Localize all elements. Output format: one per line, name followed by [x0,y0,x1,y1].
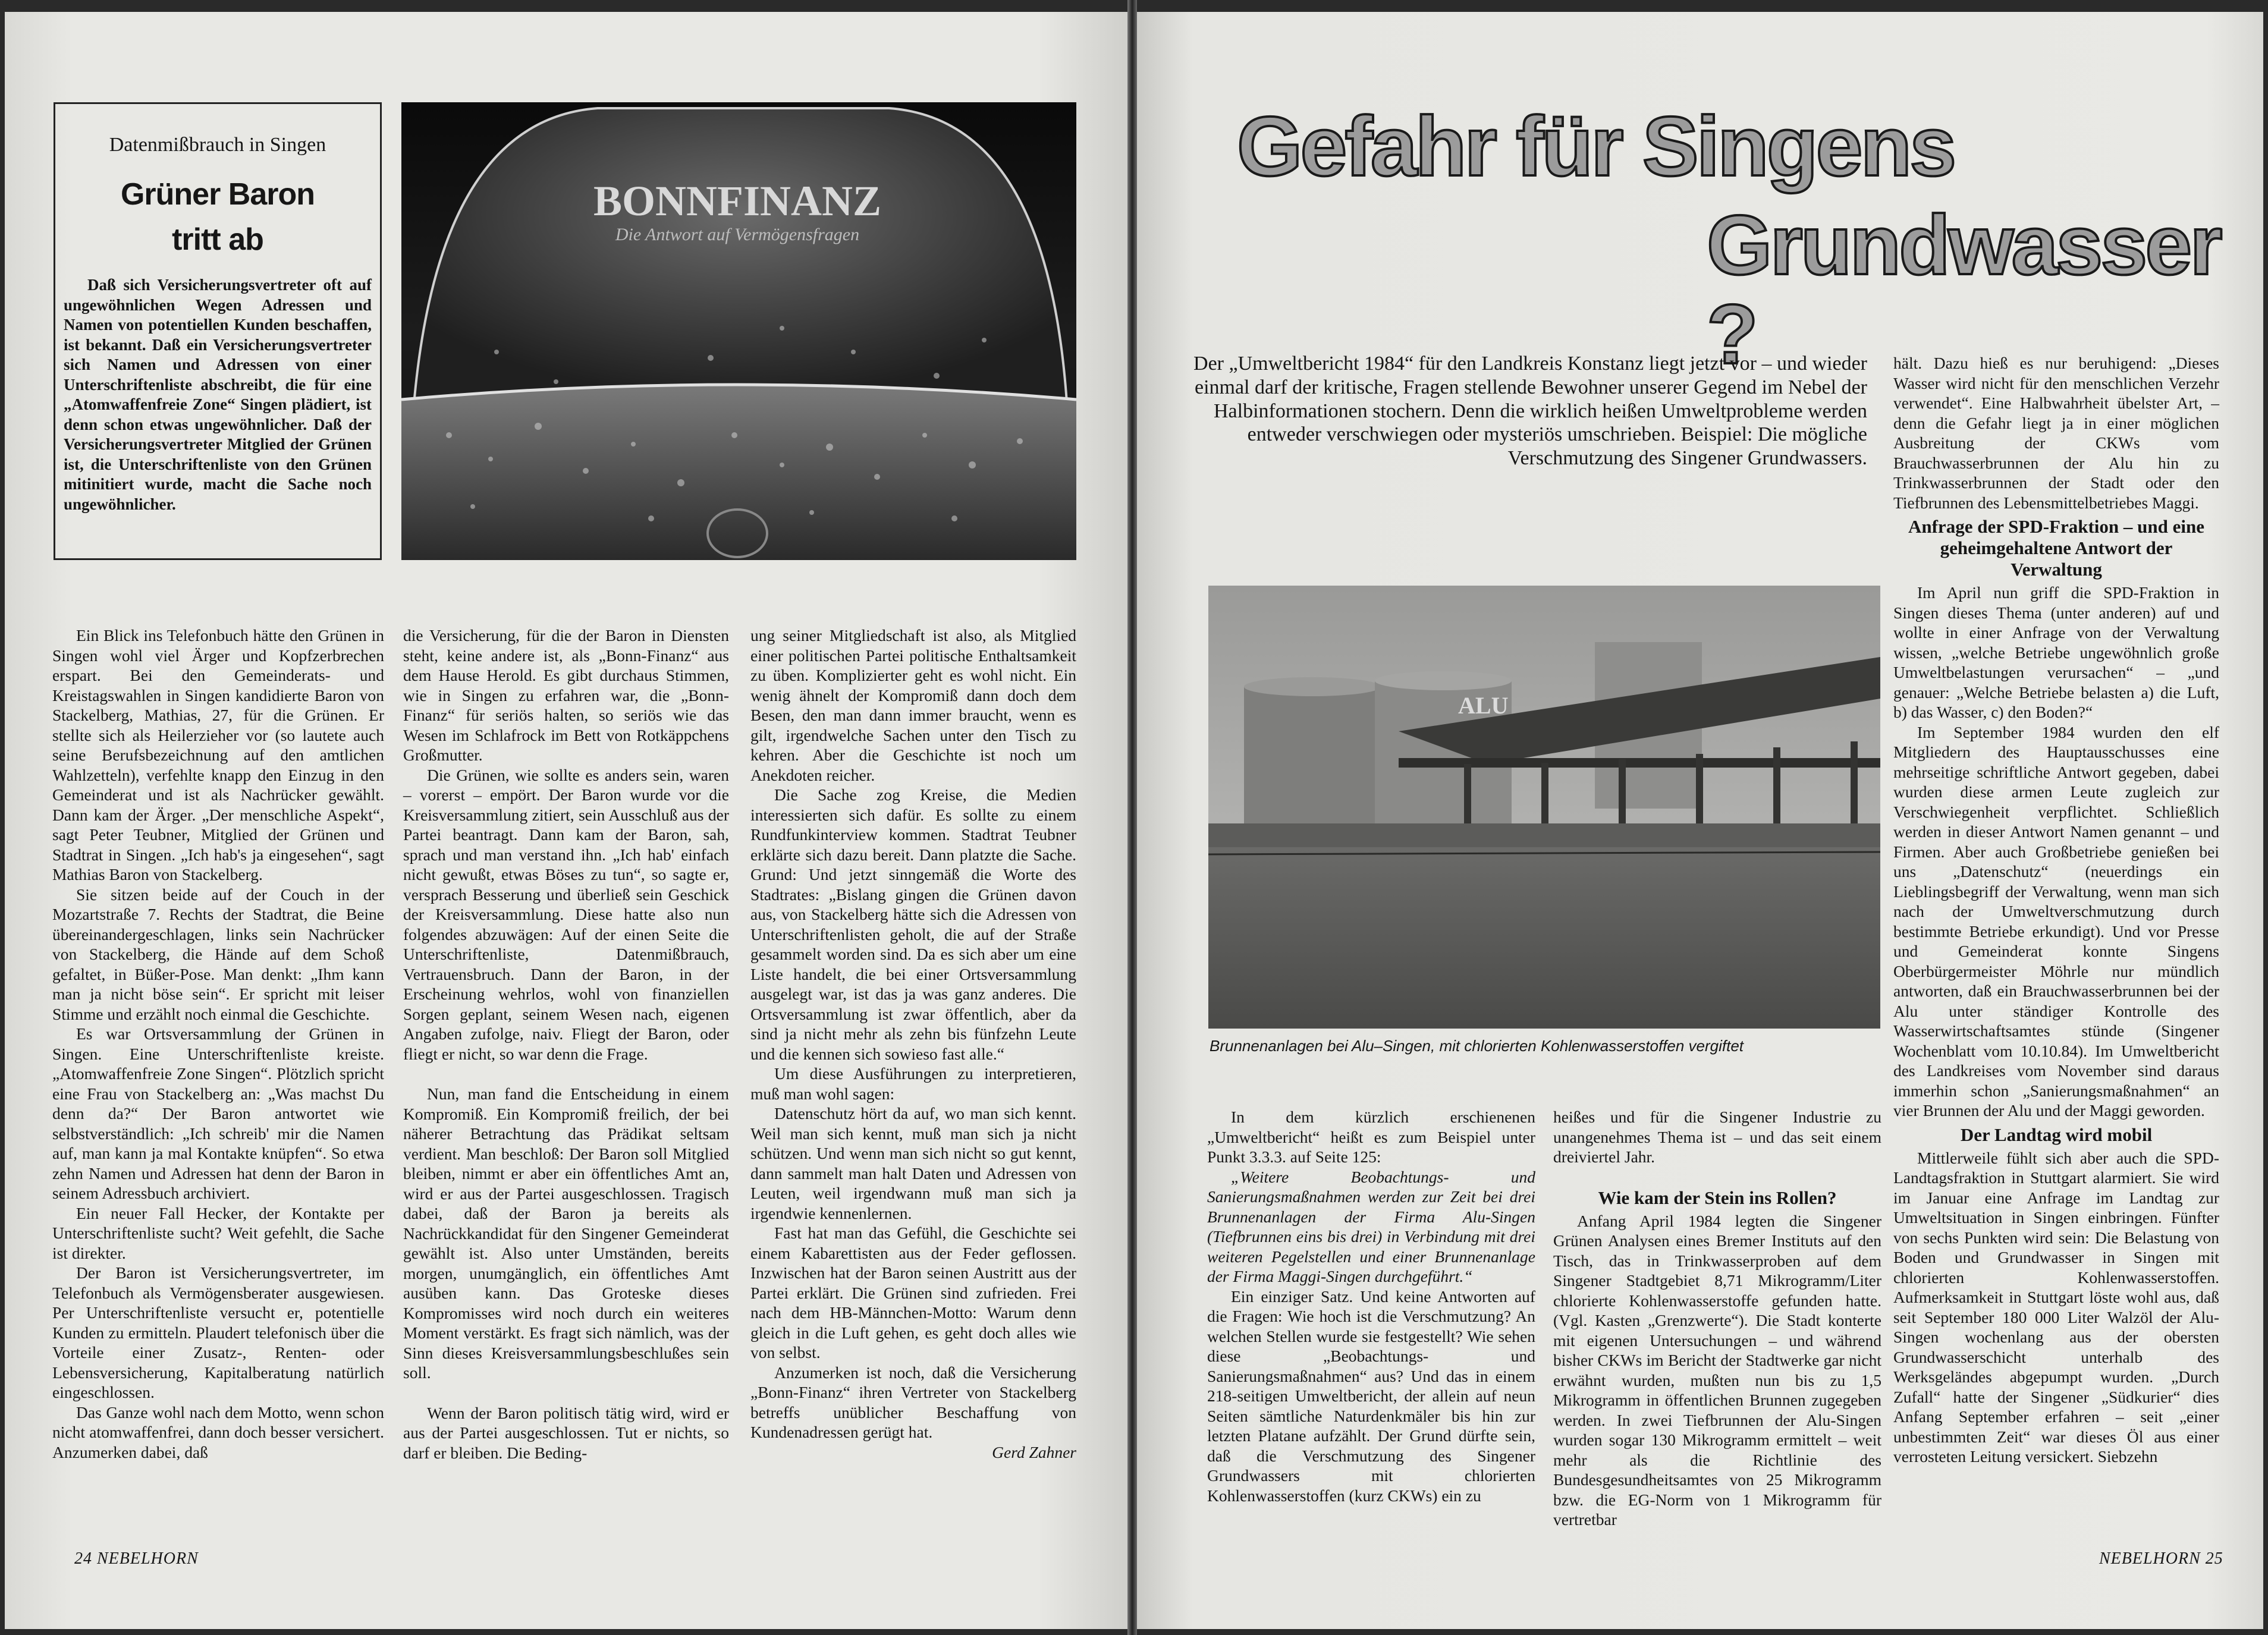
quote-paragraph: „Weitere Beobachtungs- und Sanierungsmaßnahmen werden zur Zeit bei drei Brunnenanlagen der Firma Alu-Singen (Tiefbrunnen eins bis drei) in Verbindung mit drei weiteren Pegelstellen und einer Brunnenanlage der Firma Maggi-Singen durchgeführt.“ [1207,1167,1535,1285]
bonnfinanz-sign: BONNFINANZ [593,177,882,225]
left-column-2 [403,625,729,1463]
paragraph: hält. Dazu hieß es nur beruhigend: „Dieses Wasser wird nicht für den menschlichen Verzehr verwendet“. Eine Halbwahrheit übelster Art, – denn die Gefahr liegt ja in einer möglichen Ausbreitung der CKWs vom Brauchwasserbrunnen der Alu hin zu Trinkwasserbrunnen der Stadt oder den Tiefbrunnen des Lebensmittelbetriebes Maggi. [1893,354,2219,512]
author-signature: Gerd Zahner [992,1442,1076,1461]
paragraph: Fast hat man das Gefühl, die Geschichte sei einem Kabarettisten aus der Feder geflossen. Inzwischen hat der Baron seinen Austritt aus der Partei erklärt. Die Grünen sind zufrieden. Frei nach dem HB-Männchen-Motto: Warum denn gleich in die Luft gehen, es geht doch alles wie von selbst. [750,1224,1076,1362]
paragraph: Wenn der Baron politisch tätig wird, wird er aus der Partei ausgeschlossen. Tut er nichts, so darf er bleiben. Die Beding- [403,1403,729,1462]
headline-line2: Grundwasser ? [1707,198,2220,382]
paragraph: In dem kürzlich erschienenen „Umweltbericht“ heißt es zum Beispiel unter Punkt 3.3.3. auf Seite 125: [1207,1108,1535,1166]
paragraph: Die Grünen, wie sollte es anders sein, waren – vorerst – empört. Der Baron wurde vor die Kreisversammlung zitiert, sein Ausschluß aus der Partei beantragt. Dann kam der Baron, sah, sprach und man verstand ihn. „Ich hab' einfach nicht gewußt, etwas Böses zu tun“, so sagte er, versprach Besserung und überließ sein Geschick der Kreisversammlung. Diese hatte also nun folgendes abzuwägen: Auf der einen Seite die Unterschriftenliste, Datenmißbrauch, Vertrauensbruch. Dann der Baron, in der Erscheinung wehrlos, wohl von finanziellen Sorgen geplant, seinem Wesen nach, eigenen Angaben zufolge, naiv. Fliegt der Baron, oder fliegt er nicht, so war denn die Frage. [403,765,729,1063]
box-body: Daß sich Versicherungsvertreter oft auf ungewöhnlichen Wegen Adressen und Namen von potentiellen Kunden beschaffen, ist bekannt. Daß ein Versicherungsvertreter sich Namen und Adressen von einer Unterschriftenliste abschreibt, die für eine „Atomwaffenfreie Zone“ Singen plädiert, ist denn schon etwas ungewöhnlicher. Daß der Versicherungsvertreter Mitglied der Grünen ist, die Unterschriftenliste von den Grünen mitinitiert wurde, macht die Sache noch ungewöhnlicher. [64,276,372,513]
paragraph: Im September 1984 wurden den elf Mitgliedern des Hauptausschusses eine mehrseitige schriftliche Antwort gegeben, dabei wurden diese armen Leute zugleich zur Verschwiegenheit verpflichtet. Schließlich werden in dieser Antwort Namen genannt – und Firmen. Aber auch Großbetriebe genießen bei uns „Datenschutz“ (neuerdings ein Lieblingsbegriff der Verwaltung, wenn man sich nach der Umweltverschmutzung durch bestimmte Betriebe erkundigt). Und vor Presse und Gemeinderat konnte Singens Oberbürgermeister Möhrle nur mündlich antworten, daß ein Brauchwasserbrunnen bei der Alu unter ständiger Kontrolle des Wasserwirtschaftsamtes stünde (Singener Wochenblatt vom 10.10.84). Im Umweltbericht des Landkreises vom November sind daraus immerhin schon „Sanierungsmaßnahmen“ an vier Brunnen der Alu und der Maggi geworden. [1893,722,2219,1120]
page-number-right: NEBELHORN 25 [2099,1549,2223,1568]
section-heading: Anfrage der SPD-Fraktion – und eine geheimgehaltene Antwort der Verwaltung [1908,516,2204,580]
right-column-1 [1207,1107,1535,1505]
article-intro: Der „Umweltbericht 1984“ für den Landkreis Konstanz liegt jetzt vor – und wieder einmal darf der kritische, Fragen stellende Bewohner unserer Gegend im Nebel der Halbinformationen stochern. Denn die wirklich heißen Umweltprobleme werden entweder verschwiegen oder mysteriös umschrieben. Beispiel: Die mögliche Verschmutzung des Singener Grundwassers. [1193,353,1867,470]
paragraph: Ein Blick ins Telefonbuch hätte den Grünen in Singen wohl viel Ärger und Kopfzerbrechen erspart. Bei den Gemeinderats- und Kreistagswahlen in Singen kandidierte Baron von Stackelberg, Mathias, 27, für die Grünen. Er stellte sich als Heilerzieher vor (so lautete auch seine Berufsbezeichnung auf den amtlichen Wahlzetteln), verfehlte knapp den Einzug in den Gemeinderat und ist als Nachrücker gewählt. Dann kam der Ärger. „Der menschliche Aspekt“, sagt Peter Teubner, Mitglied der Grünen und Stadtrat in Singen. „Ich hab's ja eingesehen“, sagt Mathias Baron von Stackelberg. [52,626,384,883]
paragraph: Ein neuer Fall Hecker, der Kontakte per Unterschriftenliste sucht? Weit gefehlt, die Sache ist direkter. [52,1203,384,1262]
paragraph: Der Baron ist Versicherungsvertreter, im Telefonbuch als Vermögensberater ausgewiesen. Per Unterschriftenliste versucht er, potentielle Kunden zu ermitteln. Plaudert telefonisch über die Vorteile einer Zusatz-, Renten- oder Lebensversicherung, Kapitalberatung natürlich eingeschlossen. [52,1263,384,1401]
paragraph: heißes und für die Singener Industrie zu unangenehmes Thema ist – und das seit einem dreiviertel Jahr. [1553,1108,1881,1166]
book-gutter [1127,0,1137,1635]
headline-line1: Gefahr für Singens [1237,99,1955,194]
alu-sign: ALU [1458,692,1509,719]
section-heading: Der Landtag wird mobil [1960,1124,2153,1145]
paragraph: Anzumerken ist noch, daß die Versicherung „Bonn-Finanz“ ihren Vertreter von Stackelberg betreffs unüblicher Beschaffung von Kundenadressen gerügt hat. [750,1363,1076,1441]
paragraph: Anfang April 1984 legten die Singener Grünen Analysen eines Bremer Instituts auf den Tisch, das in Trinkwasserproben auf dem Singener Stadtgebiet 8,71 Mikrogramm/Liter chlorierte Kohlenwasserstoffe gefunden hatte. (Vgl. Kasten „Grenzwerte“). Die Stadt konterte mit eigenen Untersuchungen – und während bisher CKWs im Bericht der Stadtwerke gar nicht erwähnt wurden, mußten nun bis zu 1,5 Mikrogramm in öffentlichen Brunnen zugegeben werden. In zwei Tiefbrunnen der Alu-Singen wurden sogar 130 Mikrogramm ermittelt – weit mehr als die Richtlinie des Bundesgesundheitsamtes von 25 Mikrogramm bzw. die EG-Norm von 1 Mikrogramm für vertretbar [1553,1211,1881,1529]
left-column-1 [52,625,384,1462]
paragraph: Ein einziger Satz. Und keine Antworten auf die Fragen: Wie hoch ist die Verschmutzung? An welchen Stellen wurde sie festgestellt? Wie sehen diese „Beobachtungs- und Sanierungsmaßnahmen“ aus? Und das in einem 218-seitigen Umweltbericht, der allein auf neun Seiten sämtliche Naturdenkmäler bis hin zur letzten Platane aufzählt. Der Grund dürfte sein, daß die Verschmutzung des Singener Grundwassers mit chlorierten Kohlenwasserstoffen (kurz CKWs) ein zu [1207,1287,1535,1505]
box-headline-line1: Grüner Baron [120,177,315,212]
sidebar-box [54,102,382,560]
page-number-left: 24 NEBELHORN [74,1549,199,1568]
paragraph: die Versicherung, für die der Baron in Diensten steht, keine andere ist, als „Bonn-Finanz“ aus dem Hause Herold. Es gibt durchaus Stimmen, wie in Singen zu erfahren war, die „Bonn-Finanz“ für seriös halten, so seriös wie das Wesen im Schlafrock im Bett von Rotkäppchens Großmutter. [403,626,729,764]
box-kicker: Datenmißbrauch in Singen [109,134,326,156]
right-column-2 [1553,1107,1881,1530]
section-heading: Wie kam der Stein ins Rollen? [1598,1187,1837,1208]
bonnfinanz-slogan: Die Antwort auf Vermögensfragen [615,225,860,244]
photo-caption: Brunnenanlagen bei Alu–Singen, mit chlorierten Kohlenwasserstoffen vergiftet [1210,1037,1744,1055]
paragraph: Im April nun griff die SPD-Fraktion in Singen dieses Thema (unter anderen) auf und wollte in einer Anfrage von der Verwaltung wissen, „welche Betriebe ungewöhnlich große Umweltbelastungen verursachen“ – „und genauer: „Welche Betriebe belasten a) die Luft, b) das Wasser, c) den Boden?“ [1893,583,2219,721]
paragraph: Sie sitzen beide auf der Couch in der Mozartstraße 7. Rechts der Stadtrat, die Beine übereinandergeschlagen, links sein Nachrücker von Stackelberg, die Hände auf dem Schoß gefaltet, in Büßer-Pose. Man denkt: „Ihm kann man ja nicht böse sein“. Er spricht mit leiser Stimme und erzählt noch einmal die Geschichte. [52,885,384,1023]
paragraph: Datenschutz hört da auf, wo man sich kennt. Weil man sich kennt, muß man sich ja nicht schützen. Und wenn man sich nicht so gut kennt, dann sammelt man halt Daten und Adressen von Leuten, weil irgendwann muß man sich ja irgendwie kennenlernen. [750,1104,1076,1222]
right-column-3 [1893,353,2219,1467]
left-column-3 [750,625,1076,1462]
box-headline-line2: tritt ab [172,222,263,257]
paragraph: Die Sache zog Kreise, die Medien interessierten sich dafür. Es sollte zu einem Rundfunkinterview kommen. Stadtrat Teubner erklärte sich dazu bereit. Dann platzte die Sache. Grund: Und jetzt sinngemäß die Worte des Stadtrates: „Bislang gingen die Grünen davon aus, von Stackelberg hätte sich die Adressen von Unterschriftenlisten geholt, die auf der Straße gesammelt worden sind. Da es sich aber um eine Liste handelt, die bei einer Ortsversammlung ausgelegt war, ist das ja was ganz anderes. Die Ortsversammlung ist zwar öffentlich, aber da sind ja nicht mehr als zehn bis fünfzehn Leute und die kennen sich sowieso fast alle.“ [750,785,1076,1063]
industrial-site-photo [1208,586,1880,1029]
paragraph: Mittlerweile fühlt sich aber auch die SPD-Landtagsfraktion in Stuttgart alarmiert. Sie wird im Januar eine Anfrage im Landtag zur Umweltsituation in Singen einbringen. Fünfter von sechs Punkten wird sein: Die Belastung von Boden und Grundwasser in Singen mit chlorierten Kohlenwasserstoffen. Aufmerksamkeit in Stuttgart löste wohl aus, daß seit September 180 000 Liter Walzöl der Alu-Singen wochenlang aus der obersten Grundwasserschicht unterhalb des Werksgeländes abgepumpt wurden. „Durch Zufall“ hatte der Singener „Südkurier“ dies Anfang September erfahren – seit „einer unbestimmten Zeit“ war dieses Öl aus einer verrosteten Leitung versickert. Siebzehn [1893,1148,2219,1466]
paragraph: ung seiner Mitgliedschaft ist also, als Mitglied einer politischen Partei politische Enthaltsamkeit zu üben. Komplizierter geht es wohl nicht. Ein wenig ähnelt der Kompromiß dann doch dem Besen, den man dann immer braucht, wenn es gilt, irgendwelche Sachen unter den Tisch zu kehren. Aber die Geschichte ist noch um Anekdoten reicher. [750,626,1076,784]
paragraph: Um diese Ausführungen zu interpretieren, muß man wohl sagen: [750,1064,1076,1103]
paragraph: Das Ganze wohl nach dem Motto, wenn schon nicht atomwaffenfrei, dann doch besser versichert. Anzumerken dabei, daß [52,1403,384,1461]
paragraph: Nun, man fand die Entscheidung in einem Kompromiß. Ein Kompromiß freilich, der bei näherer Betrachtung das Prädikat seltsam verdient. Man beschloß: Der Baron soll Mitglied bleiben, nimmt er aber ein öffentliches Amt an, wird er aus der Partei ausgeschlossen. Tragisch dabei, daß der Baron ja bereits als Nachrückkandidat für den Singener Gemeinderat gewählt ist. Also unter Umständen, bereits morgen, unumgänglich, ein öffentliches Amt ausüben kann. Das Groteske dieses Kompromisses wird noch durch ein weiteres Moment verstärkt. Es fragt sich nämlich, was der Sinn dieses Kreisversammlungsbeschlußes sein soll. [403,1084,729,1382]
car-window-photo [401,102,1076,560]
paragraph: Es war Ortsversammlung der Grünen in Singen. Eine Unterschriftenliste kreiste. „Atomwaffenfreie Zone Singen“. Plötzlich spricht eine Frau von Stackelberg an: „Was machst Du denn da?“ Der Baron antwortet wie selbstverständlich: „Ich schreib' mir die Namen auf, man kann ja mal Kontakte knüpfen“. So etwa zehn Namen und Adressen hat denn der Baron in seinem Adressbuch archiviert. [52,1024,384,1202]
